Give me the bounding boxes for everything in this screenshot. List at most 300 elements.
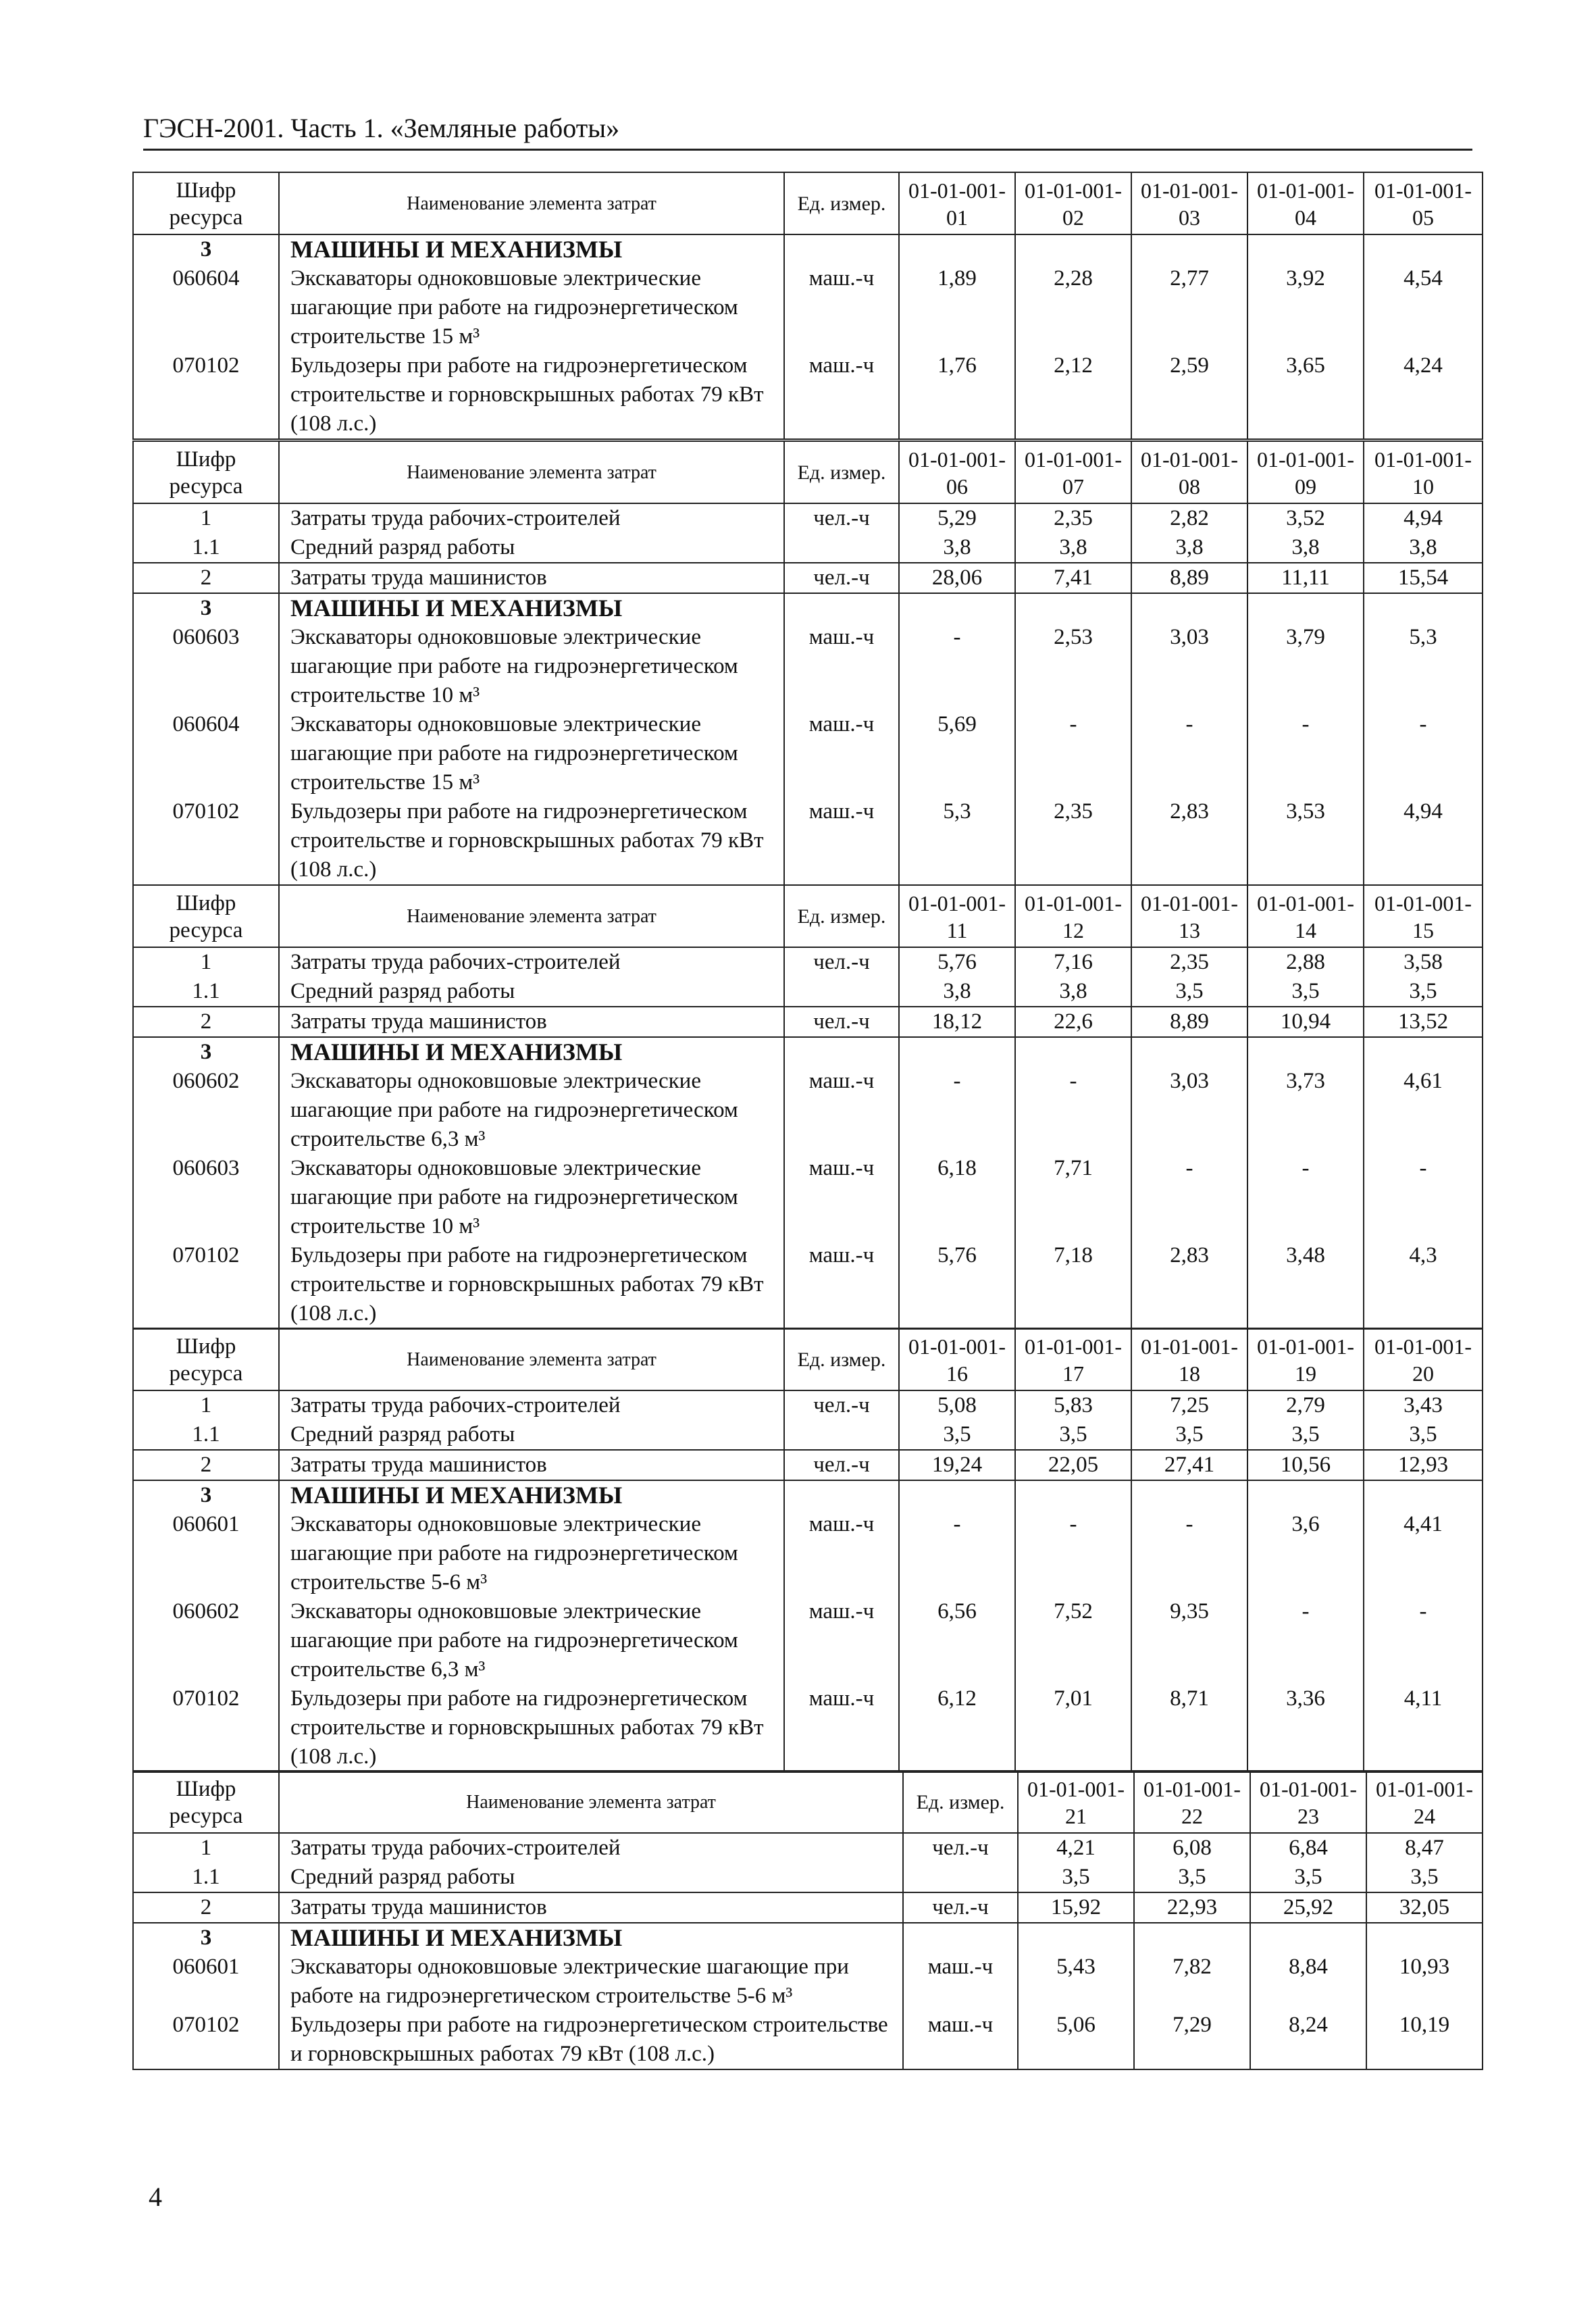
page-header: ГЭСН-2001. Часть 1. «Земляные работы» bbox=[143, 109, 1472, 151]
resource-value: 32,05 bbox=[1366, 1892, 1483, 1923]
resource-value: 6,56 bbox=[899, 1597, 1015, 1684]
norm-code-header: 01-01-001-08 bbox=[1131, 441, 1247, 503]
resource-value: 4,41 bbox=[1364, 1510, 1483, 1597]
resource-value: 3,8 bbox=[1131, 533, 1247, 563]
resource-value: 3,79 bbox=[1247, 623, 1364, 710]
column-header-code: Шифр ресурса bbox=[133, 172, 279, 234]
resource-unit bbox=[903, 1863, 1018, 1892]
resource-code: 3 bbox=[133, 593, 279, 623]
resource-code: 060601 bbox=[133, 1510, 279, 1597]
resource-unit bbox=[784, 1420, 899, 1450]
norm-table bbox=[132, 172, 1483, 440]
resource-unit: чел.-ч bbox=[784, 1390, 899, 1420]
resource-value bbox=[1364, 1037, 1483, 1067]
resource-unit: чел.-ч bbox=[784, 503, 899, 533]
resource-value: - bbox=[1364, 710, 1483, 797]
resource-name: Бульдозеры при работе на гидроэнергетическом строительстве и горновскрышных работах 79 кВт (108 л.с.) bbox=[279, 351, 784, 439]
resource-unit: маш.-ч bbox=[784, 1241, 899, 1329]
resource-name: МАШИНЫ И МЕХАНИЗМЫ bbox=[279, 1480, 784, 1510]
norm-table bbox=[132, 1770, 1483, 2070]
resource-value bbox=[1366, 1923, 1483, 1953]
resource-value bbox=[899, 593, 1015, 623]
resource-unit: маш.-ч bbox=[784, 797, 899, 885]
resource-value: 3,5 bbox=[1131, 977, 1247, 1007]
resource-value: 3,5 bbox=[1247, 977, 1364, 1007]
resource-value: 3,73 bbox=[1247, 1067, 1364, 1154]
resource-value: 5,29 bbox=[899, 503, 1015, 533]
resource-unit: чел.-ч bbox=[903, 1833, 1018, 1863]
resource-code: 3 bbox=[133, 1480, 279, 1510]
resource-value: 13,52 bbox=[1364, 1007, 1483, 1037]
norm-table bbox=[132, 884, 1483, 1330]
resource-value: 3,03 bbox=[1131, 623, 1247, 710]
resource-value: 5,43 bbox=[1018, 1953, 1134, 2011]
resource-row bbox=[133, 503, 1483, 533]
resource-value: 3,8 bbox=[1015, 533, 1131, 563]
resource-unit bbox=[784, 1480, 899, 1510]
resource-value: - bbox=[899, 623, 1015, 710]
resource-value: 7,52 bbox=[1015, 1597, 1131, 1684]
resource-value: 4,61 bbox=[1364, 1067, 1483, 1154]
resource-name: Бульдозеры при работе на гидроэнергетическом строительстве и горновскрышных работах 79 кВт (108 л.с.) bbox=[279, 2011, 903, 2069]
resource-code: 060601 bbox=[133, 1953, 279, 2011]
resource-value: 4,11 bbox=[1364, 1684, 1483, 1772]
resource-value: 8,47 bbox=[1366, 1833, 1483, 1863]
resource-name: Затраты труда рабочих-строителей bbox=[279, 947, 784, 977]
resource-row bbox=[133, 1390, 1483, 1420]
resource-value: 11,11 bbox=[1247, 563, 1364, 593]
resource-unit bbox=[903, 1923, 1018, 1953]
column-header-code: Шифр ресурса bbox=[133, 885, 279, 947]
resource-name: Экскаваторы одноковшовые электрические шагающие при работе на гидроэнергетическом строительстве 15 м³ bbox=[279, 264, 784, 351]
resource-value: 3,8 bbox=[899, 533, 1015, 563]
resource-value: 3,5 bbox=[1364, 1420, 1483, 1450]
resource-value: - bbox=[1364, 1597, 1483, 1684]
norm-code-header: 01-01-001-24 bbox=[1366, 1771, 1483, 1833]
resource-value bbox=[1131, 234, 1247, 264]
resource-code: 1 bbox=[133, 1833, 279, 1863]
resource-value bbox=[1015, 1037, 1131, 1067]
resource-value: 4,54 bbox=[1364, 264, 1483, 351]
resource-value: 7,16 bbox=[1015, 947, 1131, 977]
resource-value: 4,94 bbox=[1364, 797, 1483, 885]
resource-unit: маш.-ч bbox=[784, 1067, 899, 1154]
resource-value: 3,5 bbox=[1366, 1863, 1483, 1892]
resource-value bbox=[899, 1037, 1015, 1067]
resource-value: 3,53 bbox=[1247, 797, 1364, 885]
resource-row bbox=[133, 1450, 1483, 1480]
resource-value: 2,82 bbox=[1131, 503, 1247, 533]
norm-code-header: 01-01-001-02 bbox=[1015, 172, 1131, 234]
resource-unit bbox=[784, 593, 899, 623]
resource-name: Затраты труда машинистов bbox=[279, 1450, 784, 1480]
resource-value: 12,93 bbox=[1364, 1450, 1483, 1480]
resource-name: Средний разряд работы bbox=[279, 977, 784, 1007]
resource-value: 6,12 bbox=[899, 1684, 1015, 1772]
resource-value: - bbox=[1364, 1154, 1483, 1241]
resource-value: 2,35 bbox=[1015, 503, 1131, 533]
resource-value: 10,19 bbox=[1366, 2011, 1483, 2069]
resource-name: МАШИНЫ И МЕХАНИЗМЫ bbox=[279, 1923, 903, 1953]
resource-value bbox=[899, 1480, 1015, 1510]
header-row bbox=[133, 1328, 1483, 1390]
resource-row bbox=[133, 1241, 1483, 1329]
resource-name: Средний разряд работы bbox=[279, 1863, 903, 1892]
resource-code: 2 bbox=[133, 563, 279, 593]
resource-row bbox=[133, 2011, 1483, 2069]
resource-value: 3,48 bbox=[1247, 1241, 1364, 1329]
resource-value: 6,18 bbox=[899, 1154, 1015, 1241]
resource-row bbox=[133, 1863, 1483, 1892]
resource-row bbox=[133, 797, 1483, 885]
resource-value: 5,76 bbox=[899, 1241, 1015, 1329]
resource-row bbox=[133, 1892, 1483, 1923]
resource-name: МАШИНЫ И МЕХАНИЗМЫ bbox=[279, 234, 784, 264]
resource-value bbox=[1247, 234, 1364, 264]
column-header-unit: Ед. измер. bbox=[903, 1771, 1018, 1833]
resource-value: 18,12 bbox=[899, 1007, 1015, 1037]
resource-value: 7,71 bbox=[1015, 1154, 1131, 1241]
resource-value: 3,5 bbox=[1015, 1420, 1131, 1450]
resource-value: 10,94 bbox=[1247, 1007, 1364, 1037]
resource-name: Экскаваторы одноковшовые электрические шагающие при работе на гидроэнергетическом строительстве 10 м³ bbox=[279, 1154, 784, 1241]
resource-value: 10,93 bbox=[1366, 1953, 1483, 2011]
resource-code: 1.1 bbox=[133, 1420, 279, 1450]
resource-value: 7,82 bbox=[1134, 1953, 1250, 2011]
column-header-code: Шифр ресурса bbox=[133, 441, 279, 503]
resource-value: 2,53 bbox=[1015, 623, 1131, 710]
resource-row bbox=[133, 1067, 1483, 1154]
header-row bbox=[133, 172, 1483, 234]
resource-value: 2,12 bbox=[1015, 351, 1131, 439]
resource-unit bbox=[784, 1037, 899, 1067]
norm-code-header: 01-01-001-13 bbox=[1131, 885, 1247, 947]
resource-unit: маш.-ч bbox=[784, 1684, 899, 1772]
resource-value: 4,24 bbox=[1364, 351, 1483, 439]
resource-name: Затраты труда машинистов bbox=[279, 1892, 903, 1923]
resource-code: 2 bbox=[133, 1892, 279, 1923]
resource-row bbox=[133, 1480, 1483, 1510]
resource-code: 3 bbox=[133, 1923, 279, 1953]
resource-value bbox=[1131, 593, 1247, 623]
resource-value: 3,8 bbox=[1247, 533, 1364, 563]
resource-value bbox=[1131, 1037, 1247, 1067]
resource-name: Экскаваторы одноковшовые электрические шагающие при работе на гидроэнергетическом строительстве 5-6 м³ bbox=[279, 1510, 784, 1597]
resource-value: 8,89 bbox=[1131, 563, 1247, 593]
column-header-name: Наименование элемента затрат bbox=[279, 1771, 903, 1833]
resource-value: 8,89 bbox=[1131, 1007, 1247, 1037]
resource-code: 2 bbox=[133, 1450, 279, 1480]
resource-value: 3,03 bbox=[1131, 1067, 1247, 1154]
resource-name: Экскаваторы одноковшовые электрические шагающие при работе на гидроэнергетическом строительстве 6,3 м³ bbox=[279, 1597, 784, 1684]
resource-code: 1 bbox=[133, 1390, 279, 1420]
norm-code-header: 01-01-001-18 bbox=[1131, 1328, 1247, 1390]
column-header-unit: Ед. измер. bbox=[784, 885, 899, 947]
resource-unit: маш.-ч bbox=[784, 1154, 899, 1241]
resource-value: - bbox=[1015, 710, 1131, 797]
resource-value: - bbox=[1015, 1510, 1131, 1597]
column-header-name: Наименование элемента затрат bbox=[279, 1328, 784, 1390]
resource-value: 5,83 bbox=[1015, 1390, 1131, 1420]
header-row bbox=[133, 1771, 1483, 1833]
resource-name: Бульдозеры при работе на гидроэнергетическом строительстве и горновскрышных работах 79 кВт (108 л.с.) bbox=[279, 797, 784, 885]
resource-value bbox=[899, 234, 1015, 264]
resource-code: 060603 bbox=[133, 623, 279, 710]
resource-value: 2,88 bbox=[1247, 947, 1364, 977]
resource-value: 2,28 bbox=[1015, 264, 1131, 351]
resource-code: 1.1 bbox=[133, 1863, 279, 1892]
resource-value: - bbox=[1015, 1067, 1131, 1154]
resource-value bbox=[1364, 234, 1483, 264]
resource-value: 27,41 bbox=[1131, 1450, 1247, 1480]
resource-row bbox=[133, 1007, 1483, 1037]
resource-code: 1.1 bbox=[133, 533, 279, 563]
resource-value: 7,29 bbox=[1134, 2011, 1250, 2069]
resource-value: 3,8 bbox=[899, 977, 1015, 1007]
resource-value: 22,05 bbox=[1015, 1450, 1131, 1480]
resource-row bbox=[133, 1597, 1483, 1684]
resource-value: - bbox=[1247, 710, 1364, 797]
norm-code-header: 01-01-001-19 bbox=[1247, 1328, 1364, 1390]
resource-value: 3,43 bbox=[1364, 1390, 1483, 1420]
resource-row bbox=[133, 351, 1483, 439]
resource-row bbox=[133, 1510, 1483, 1597]
resource-value: 3,6 bbox=[1247, 1510, 1364, 1597]
resource-value: 25,92 bbox=[1250, 1892, 1366, 1923]
resource-value: 2,79 bbox=[1247, 1390, 1364, 1420]
resource-value: 9,35 bbox=[1131, 1597, 1247, 1684]
resource-name: Средний разряд работы bbox=[279, 533, 784, 563]
norm-code-header: 01-01-001-11 bbox=[899, 885, 1015, 947]
resource-unit: маш.-ч bbox=[784, 623, 899, 710]
resource-value: 7,25 bbox=[1131, 1390, 1247, 1420]
norm-code-header: 01-01-001-17 bbox=[1015, 1328, 1131, 1390]
resource-value: 1,76 bbox=[899, 351, 1015, 439]
resource-value: 22,93 bbox=[1134, 1892, 1250, 1923]
column-header-code: Шифр ресурса bbox=[133, 1771, 279, 1833]
resource-value: 5,06 bbox=[1018, 2011, 1134, 2069]
resource-value: - bbox=[1247, 1597, 1364, 1684]
resource-code: 070102 bbox=[133, 351, 279, 439]
column-header-code: Шифр ресурса bbox=[133, 1328, 279, 1390]
resource-name: МАШИНЫ И МЕХАНИЗМЫ bbox=[279, 1037, 784, 1067]
resource-unit: маш.-ч bbox=[784, 710, 899, 797]
resource-name: Экскаваторы одноковшовые электрические шагающие при работе на гидроэнергетическом строительстве 10 м³ bbox=[279, 623, 784, 710]
resource-row bbox=[133, 1923, 1483, 1953]
resource-value: 5,3 bbox=[1364, 623, 1483, 710]
resource-value bbox=[1015, 1480, 1131, 1510]
resource-unit: маш.-ч bbox=[903, 1953, 1018, 2011]
resource-value: 3,5 bbox=[1364, 977, 1483, 1007]
resource-value: 28,06 bbox=[899, 563, 1015, 593]
resource-value bbox=[1015, 593, 1131, 623]
resource-code: 070102 bbox=[133, 2011, 279, 2069]
resource-value: 4,94 bbox=[1364, 503, 1483, 533]
column-header-unit: Ед. измер. bbox=[784, 172, 899, 234]
resource-code: 2 bbox=[133, 1007, 279, 1037]
resource-row bbox=[133, 1037, 1483, 1067]
resource-code: 060604 bbox=[133, 264, 279, 351]
resource-value: 10,56 bbox=[1247, 1450, 1364, 1480]
resource-code: 060604 bbox=[133, 710, 279, 797]
norm-code-header: 01-01-001-03 bbox=[1131, 172, 1247, 234]
resource-code: 060603 bbox=[133, 1154, 279, 1241]
resource-row bbox=[133, 1833, 1483, 1863]
resource-unit bbox=[784, 977, 899, 1007]
resource-value bbox=[1247, 1480, 1364, 1510]
resource-value: 5,76 bbox=[899, 947, 1015, 977]
resource-value: 3,5 bbox=[1250, 1863, 1366, 1892]
resource-value bbox=[1247, 1037, 1364, 1067]
resource-value: - bbox=[1131, 1154, 1247, 1241]
resource-row bbox=[133, 1684, 1483, 1772]
header-row bbox=[133, 441, 1483, 503]
resource-value: 2,83 bbox=[1131, 1241, 1247, 1329]
resource-unit: чел.-ч bbox=[903, 1892, 1018, 1923]
resource-value: 1,89 bbox=[899, 264, 1015, 351]
resource-value bbox=[1364, 593, 1483, 623]
resource-value: 2,35 bbox=[1015, 797, 1131, 885]
column-header-name: Наименование элемента затрат bbox=[279, 172, 784, 234]
resource-value: 6,84 bbox=[1250, 1833, 1366, 1863]
resource-name: Затраты труда рабочих-строителей bbox=[279, 1390, 784, 1420]
norm-table bbox=[132, 441, 1483, 886]
resource-value: 5,08 bbox=[899, 1390, 1015, 1420]
resource-value: 7,41 bbox=[1015, 563, 1131, 593]
resource-value: 3,92 bbox=[1247, 264, 1364, 351]
resource-value: 3,52 bbox=[1247, 503, 1364, 533]
resource-name: Экскаваторы одноковшовые электрические шагающие при работе на гидроэнергетическом строительстве 15 м³ bbox=[279, 710, 784, 797]
resource-unit: чел.-ч bbox=[784, 563, 899, 593]
resource-code: 1.1 bbox=[133, 977, 279, 1007]
resource-row bbox=[133, 264, 1483, 351]
resource-row bbox=[133, 977, 1483, 1007]
resource-unit: маш.-ч bbox=[784, 264, 899, 351]
norm-code-header: 01-01-001-07 bbox=[1015, 441, 1131, 503]
resource-value: 19,24 bbox=[899, 1450, 1015, 1480]
resource-value bbox=[1134, 1923, 1250, 1953]
resource-code: 060602 bbox=[133, 1067, 279, 1154]
resource-value: 2,59 bbox=[1131, 351, 1247, 439]
resource-unit: маш.-ч bbox=[784, 1510, 899, 1597]
resource-value: 4,3 bbox=[1364, 1241, 1483, 1329]
norm-code-header: 01-01-001-01 bbox=[899, 172, 1015, 234]
resource-row bbox=[133, 234, 1483, 264]
resource-unit: чел.-ч bbox=[784, 1007, 899, 1037]
resource-value: - bbox=[899, 1067, 1015, 1154]
norm-table bbox=[132, 1328, 1483, 1773]
resource-code: 070102 bbox=[133, 1684, 279, 1772]
resource-value: 3,36 bbox=[1247, 1684, 1364, 1772]
resource-name: Затраты труда машинистов bbox=[279, 1007, 784, 1037]
norm-code-header: 01-01-001-16 bbox=[899, 1328, 1015, 1390]
resource-value bbox=[1018, 1923, 1134, 1953]
norm-code-header: 01-01-001-04 bbox=[1247, 172, 1364, 234]
norm-code-header: 01-01-001-15 bbox=[1364, 885, 1483, 947]
norm-code-header: 01-01-001-06 bbox=[899, 441, 1015, 503]
resource-unit: маш.-ч bbox=[784, 1597, 899, 1684]
resource-value: - bbox=[899, 1510, 1015, 1597]
column-header-unit: Ед. измер. bbox=[784, 1328, 899, 1390]
resource-value: 3,5 bbox=[1018, 1863, 1134, 1892]
norm-code-header: 01-01-001-12 bbox=[1015, 885, 1131, 947]
resource-value: 8,24 bbox=[1250, 2011, 1366, 2069]
resource-value: 3,58 bbox=[1364, 947, 1483, 977]
resource-row bbox=[133, 1420, 1483, 1450]
resource-row bbox=[133, 563, 1483, 593]
resource-value: 8,84 bbox=[1250, 1953, 1366, 2011]
resource-value: 15,54 bbox=[1364, 563, 1483, 593]
resource-code: 070102 bbox=[133, 1241, 279, 1329]
resource-name: Бульдозеры при работе на гидроэнергетическом строительстве и горновскрышных работах 79 кВт (108 л.с.) bbox=[279, 1241, 784, 1329]
resource-unit bbox=[784, 533, 899, 563]
resource-code: 3 bbox=[133, 1037, 279, 1067]
resource-name: МАШИНЫ И МЕХАНИЗМЫ bbox=[279, 593, 784, 623]
resource-row bbox=[133, 623, 1483, 710]
resource-code: 3 bbox=[133, 234, 279, 264]
resource-value: 3,5 bbox=[1131, 1420, 1247, 1450]
resource-code: 1 bbox=[133, 947, 279, 977]
resource-unit: чел.-ч bbox=[784, 947, 899, 977]
resource-unit: маш.-ч bbox=[784, 351, 899, 439]
resource-row bbox=[133, 1154, 1483, 1241]
norm-code-header: 01-01-001-09 bbox=[1247, 441, 1364, 503]
resource-value: 5,69 bbox=[899, 710, 1015, 797]
page-number: 4 bbox=[149, 2182, 162, 2212]
resource-value: 2,83 bbox=[1131, 797, 1247, 885]
resource-value: 8,71 bbox=[1131, 1684, 1247, 1772]
resource-value: - bbox=[1131, 710, 1247, 797]
norm-code-header: 01-01-001-23 bbox=[1250, 1771, 1366, 1833]
norm-code-header: 01-01-001-14 bbox=[1247, 885, 1364, 947]
resource-row bbox=[133, 593, 1483, 623]
resource-value: 7,18 bbox=[1015, 1241, 1131, 1329]
resource-name: Затраты труда рабочих-строителей bbox=[279, 503, 784, 533]
resource-value: - bbox=[1247, 1154, 1364, 1241]
norm-code-header: 01-01-001-10 bbox=[1364, 441, 1483, 503]
resource-unit: маш.-ч bbox=[903, 2011, 1018, 2069]
resource-value: 4,21 bbox=[1018, 1833, 1134, 1863]
resource-value: - bbox=[1131, 1510, 1247, 1597]
resource-value: 6,08 bbox=[1134, 1833, 1250, 1863]
resource-value: 2,35 bbox=[1131, 947, 1247, 977]
resource-value: 22,6 bbox=[1015, 1007, 1131, 1037]
resource-row bbox=[133, 947, 1483, 977]
resource-value: 3,5 bbox=[1247, 1420, 1364, 1450]
resource-name: Средний разряд работы bbox=[279, 1420, 784, 1450]
resource-value bbox=[1015, 234, 1131, 264]
header-row bbox=[133, 885, 1483, 947]
column-header-unit: Ед. измер. bbox=[784, 441, 899, 503]
resource-code: 070102 bbox=[133, 797, 279, 885]
resource-value bbox=[1364, 1480, 1483, 1510]
resource-code: 1 bbox=[133, 503, 279, 533]
resource-unit bbox=[784, 234, 899, 264]
norm-code-header: 01-01-001-22 bbox=[1134, 1771, 1250, 1833]
resource-name: Бульдозеры при работе на гидроэнергетическом строительстве и горновскрышных работах 79 кВт (108 л.с.) bbox=[279, 1684, 784, 1772]
resource-code: 060602 bbox=[133, 1597, 279, 1684]
resource-value: 3,8 bbox=[1015, 977, 1131, 1007]
resource-row bbox=[133, 1953, 1483, 2011]
resource-name: Затраты труда рабочих-строителей bbox=[279, 1833, 903, 1863]
resource-value: 15,92 bbox=[1018, 1892, 1134, 1923]
norm-code-header: 01-01-001-20 bbox=[1364, 1328, 1483, 1390]
resource-row bbox=[133, 710, 1483, 797]
resource-value bbox=[1250, 1923, 1366, 1953]
norm-code-header: 01-01-001-05 bbox=[1364, 172, 1483, 234]
resource-value: 5,3 bbox=[899, 797, 1015, 885]
resource-value: 2,77 bbox=[1131, 264, 1247, 351]
